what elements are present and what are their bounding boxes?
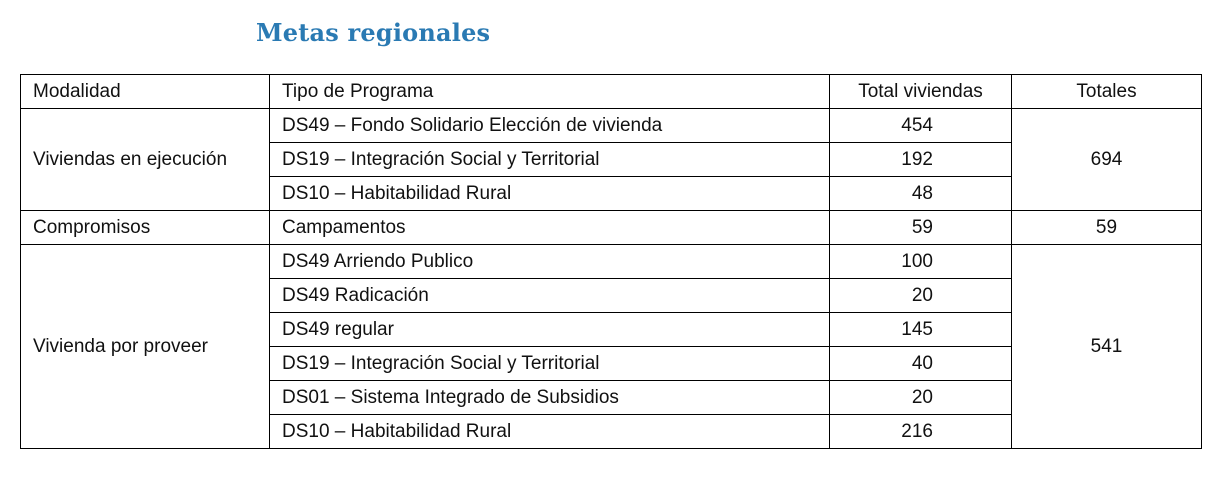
programa-cell: DS10 – Habitabilidad Rural <box>270 177 830 211</box>
header-totales: Totales <box>1012 75 1202 109</box>
programa-cell: DS19 – Integración Social y Territorial <box>270 347 830 381</box>
viviendas-cell: 216 <box>830 415 1012 449</box>
header-tipo-programa: Tipo de Programa <box>270 75 830 109</box>
header-total-viviendas: Total viviendas <box>830 75 1012 109</box>
viviendas-cell: 145 <box>830 313 1012 347</box>
programa-cell: DS49 Arriendo Publico <box>270 245 830 279</box>
table-row <box>21 211 1202 245</box>
viviendas-cell: 100 <box>830 245 1012 279</box>
programa-cell: DS49 – Fondo Solidario Elección de vivienda <box>270 109 830 143</box>
table-header-row <box>21 75 1202 109</box>
programa-cell: Campamentos <box>270 211 830 245</box>
totales-cell: 694 <box>1012 109 1202 211</box>
modalidad-cell: Vivienda por proveer <box>21 245 270 449</box>
table-row <box>21 109 1202 143</box>
viviendas-cell: 20 <box>830 381 1012 415</box>
modalidad-cell: Compromisos <box>21 211 270 245</box>
programa-cell: DS49 Radicación <box>270 279 830 313</box>
page-title: Metas regionales <box>256 18 491 47</box>
viviendas-cell: 48 <box>830 177 1012 211</box>
totales-cell: 59 <box>1012 211 1202 245</box>
totales-cell: 541 <box>1012 245 1202 449</box>
viviendas-cell: 59 <box>830 211 1012 245</box>
viviendas-cell: 192 <box>830 143 1012 177</box>
viviendas-cell: 40 <box>830 347 1012 381</box>
programa-cell: DS01 – Sistema Integrado de Subsidios <box>270 381 830 415</box>
header-modalidad: Modalidad <box>21 75 270 109</box>
programa-cell: DS19 – Integración Social y Territorial <box>270 143 830 177</box>
modalidad-cell: Viviendas en ejecución <box>21 109 270 211</box>
metas-table <box>20 74 1202 449</box>
programa-cell: DS10 – Habitabilidad Rural <box>270 415 830 449</box>
programa-cell: DS49 regular <box>270 313 830 347</box>
viviendas-cell: 454 <box>830 109 1012 143</box>
viviendas-cell: 20 <box>830 279 1012 313</box>
table-row <box>21 245 1202 279</box>
